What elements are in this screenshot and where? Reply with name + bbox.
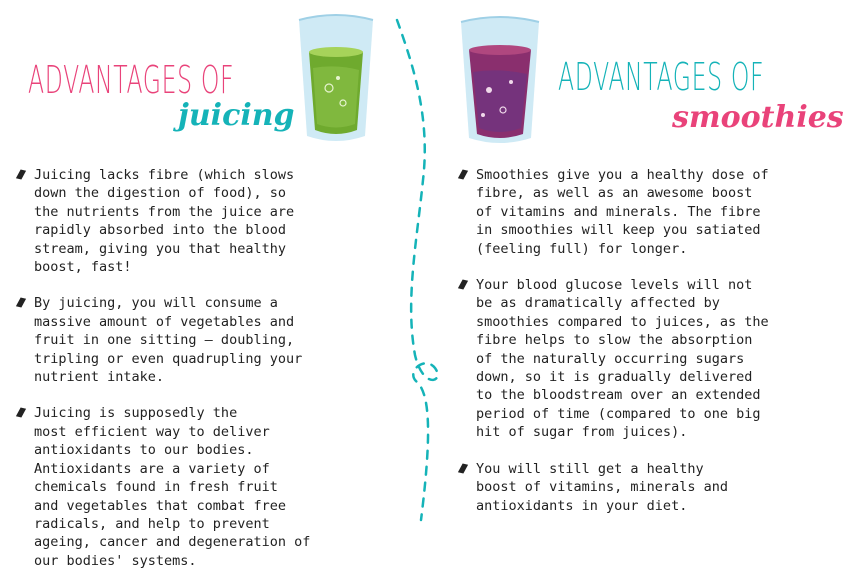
smoothies-subheading: smoothies	[672, 100, 844, 135]
bullet-icon	[16, 169, 26, 179]
bullet-icon	[16, 408, 26, 418]
list-item-text: Juicing lacks fibre (which slows down the digestion of food), so the nutrients from the juice are rapidly absorbed into the blood stream, giving you that healthy boost, fast!	[34, 167, 295, 276]
bullet-icon	[16, 298, 26, 308]
green-juice-glass-icon	[293, 8, 379, 152]
juicing-subheading: juicing	[178, 98, 295, 133]
juicing-points-list	[12, 166, 382, 588]
bullet-icon	[458, 463, 468, 473]
purple-smoothie-glass-icon	[455, 10, 545, 154]
list-item-text: Your blood glucose levels will not be as dramatically affected by smoothies compared to juices, as the fibre helps to slow the absorption of the naturally occurring sugars down, so it is gradually delivered to the bloodstream over an extended period of time (compared to one big hit of sugar from juices).	[476, 277, 769, 441]
smoothies-points-list	[454, 166, 847, 533]
list-item-text: Juicing is supposedly the most efficient way to deliver antioxidants to our bodies. Antioxidants are a variety of chemicals found in fresh fruit and vegetables that combat free radicals, and help to prevent ageing, cancer and degeneration of our bodies' systems.	[34, 405, 311, 569]
list-item	[12, 404, 382, 570]
list-item	[12, 166, 382, 276]
list-item	[454, 460, 847, 515]
list-item-text: You will still get a healthy boost of vitamins, minerals and antioxidants in your diet.	[476, 460, 728, 514]
list-item	[454, 276, 847, 442]
bullet-icon	[458, 280, 468, 290]
list-item-text: Smoothies give you a healthy dose of fibre, as well as an awesome boost of vitamins and minerals. The fibre in smoothies will keep you satiated (feeling full) for longer.	[476, 167, 769, 257]
dashed-divider	[385, 10, 455, 534]
smoothies-heading: ADVANTAGES OF	[558, 55, 765, 99]
list-item-text: By juicing, you will consume a massive amount of vegetables and fruit in one sitting — doubling, tripling or even quadrupling your nutrient intake.	[34, 295, 303, 386]
juicing-heading: ADVANTAGES OF	[28, 58, 235, 102]
list-item	[454, 166, 847, 258]
bullet-icon	[458, 169, 468, 179]
list-item	[12, 294, 382, 386]
